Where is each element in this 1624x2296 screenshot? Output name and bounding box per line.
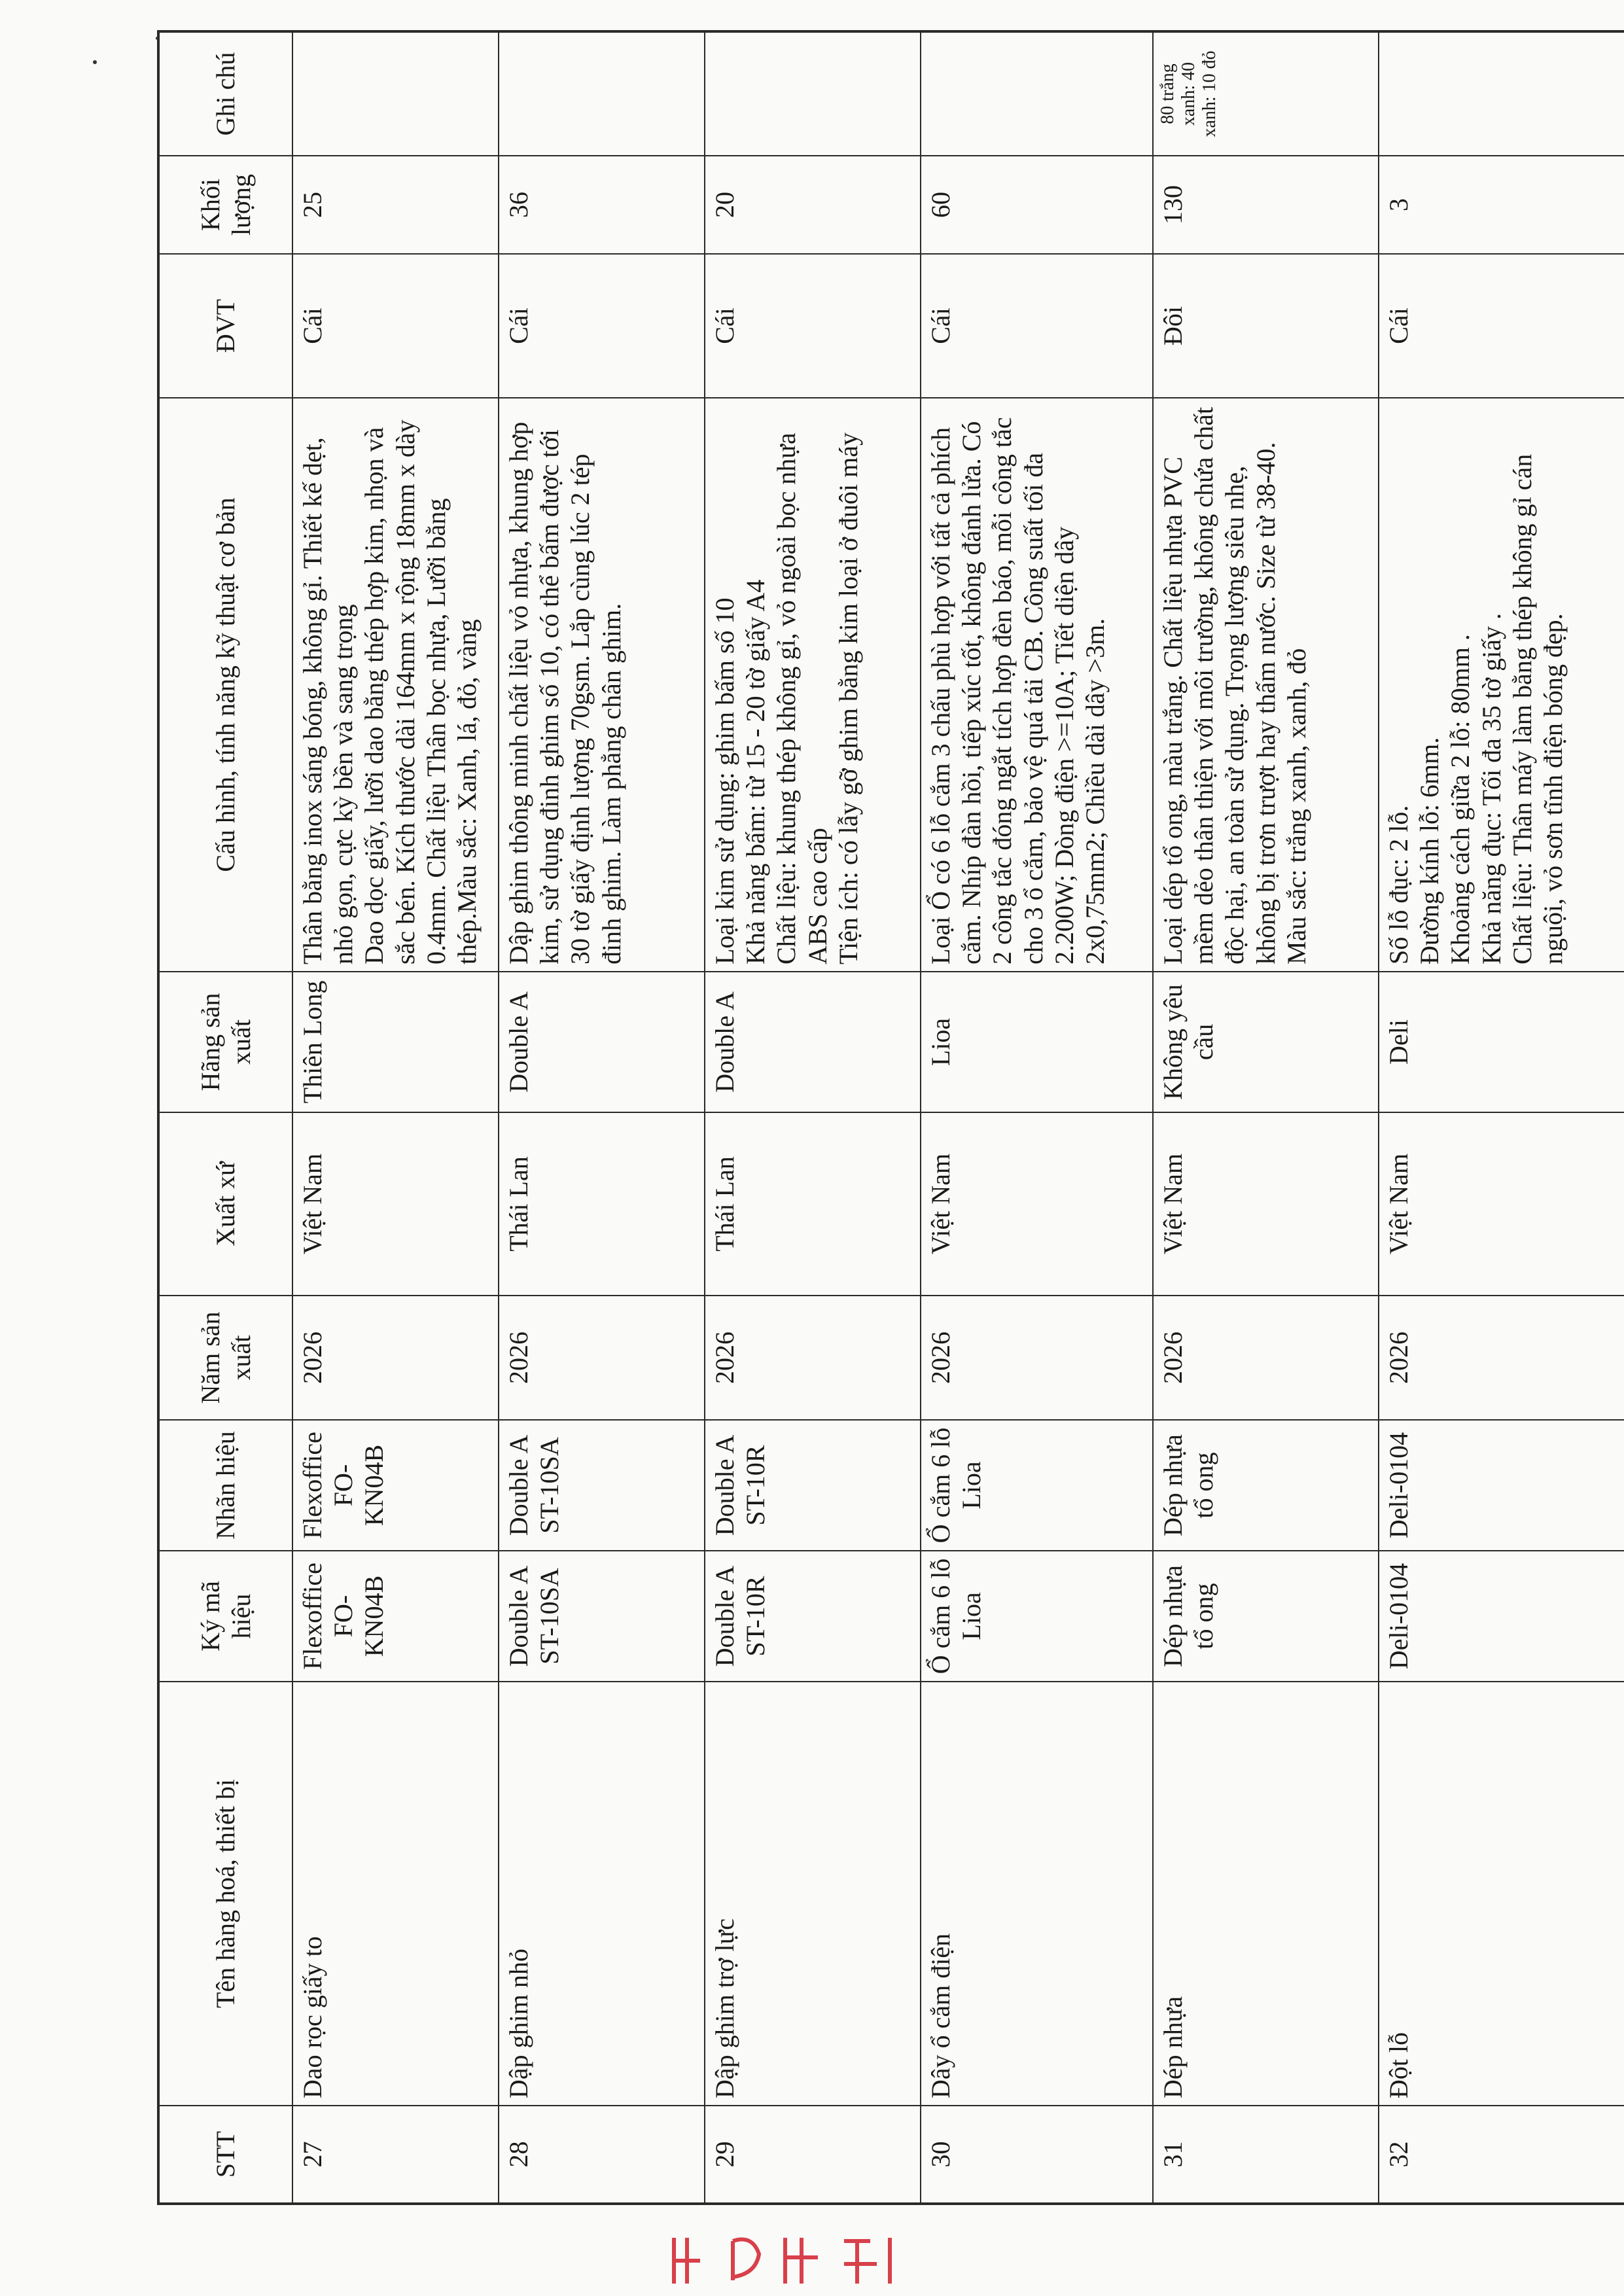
year-cell: 2026 xyxy=(1153,1296,1379,1420)
spec-line: Chất liệu: Thân máy làm bằng thép không gỉ cán nguội, vỏ sơn tĩnh điện bóng đẹp. xyxy=(1507,453,1568,964)
model-cell: Double A ST-10R xyxy=(705,1551,921,1682)
note-line: 80 trắng xyxy=(1157,63,1178,124)
brand-cell: Double A ST-10SA xyxy=(499,1420,705,1551)
table-row xyxy=(705,31,921,2204)
header-spec: Cấu hình, tính năng kỹ thuật cơ bản xyxy=(158,398,292,972)
header-row xyxy=(158,31,292,2204)
spec-cell xyxy=(499,398,705,972)
model-cell: Dép nhựa tổ ong xyxy=(1153,1551,1379,1682)
spec-line: Loại dép tổ ong, màu trắng. Chất liệu nhựa PVC mềm dẻo thân thiện với môi trường, không chứa chất độc hại, an toàn sử dụng. Trọng lượng siêu nhẹ, không bị trơn trượt hay thấm nước. Size từ 38-40. xyxy=(1158,406,1280,964)
scan-speck xyxy=(93,60,97,64)
qty-cell: 3 xyxy=(1379,156,1624,254)
note-cell xyxy=(705,31,921,156)
origin-cell: Thái Lan xyxy=(705,1112,921,1296)
year-cell: 2026 xyxy=(292,1296,499,1420)
rotated-page xyxy=(157,33,1568,2205)
origin-cell: Việt Nam xyxy=(921,1112,1153,1296)
stt-cell: 27 xyxy=(292,2106,499,2204)
note-line: xanh: 10 đỏ xyxy=(1199,50,1220,137)
spec-cell xyxy=(1379,398,1624,972)
stt-cell: 31 xyxy=(1153,2106,1379,2204)
model-cell: Flexoffice FO-KN04B xyxy=(292,1551,499,1682)
name-cell: Dao rọc giấy to xyxy=(292,1682,499,2106)
spec-line: Chất liệu: khung thép không gỉ, vỏ ngoài bọc nhựa ABS cao cấp xyxy=(771,433,832,964)
unit-cell: Cái xyxy=(499,254,705,398)
stt-cell: 28 xyxy=(499,2106,705,2204)
unit-cell: Cái xyxy=(1379,254,1624,398)
spec-line: Tiện ích: có lẫy gỡ ghim bằng kim loại ở đuôi máy xyxy=(833,433,863,964)
table-row xyxy=(921,31,1153,2204)
spec-cell xyxy=(705,398,921,972)
header-origin: Xuất xứ xyxy=(158,1112,292,1296)
maker-cell: Không yêu cầu xyxy=(1153,972,1379,1112)
name-cell: Dây ổ cắm điện xyxy=(921,1682,1153,2106)
model-cell: Double A ST-10SA xyxy=(499,1551,705,1682)
header-brand: Nhãn hiệu xyxy=(158,1420,292,1551)
spec-line: Thân bằng inox sáng bóng, không gỉ. Thiết kế dẹt, nhỏ gọn, cực kỳ bền và sang trọng xyxy=(298,437,359,964)
qty-cell: 20 xyxy=(705,156,921,254)
note-cell xyxy=(921,31,1153,156)
maker-cell: Double A xyxy=(705,972,921,1112)
name-cell: Dập ghim nhỏ xyxy=(499,1682,705,2106)
scan-speck xyxy=(156,37,159,40)
stt-cell: 32 xyxy=(1379,2106,1624,2204)
spec-line: Khả năng bấm: từ 15 - 20 tờ giấy A4 xyxy=(741,579,771,964)
year-cell: 2026 xyxy=(921,1296,1153,1420)
note-cell xyxy=(1379,31,1624,156)
brand-cell: Ổ cắm 6 lỗ Lioa xyxy=(921,1420,1153,1551)
unit-cell: Đôi xyxy=(1153,254,1379,398)
table-row xyxy=(1379,31,1624,2204)
origin-cell: Việt Nam xyxy=(1379,1112,1624,1296)
name-cell: Dập ghim trợ lực xyxy=(705,1682,921,2106)
table-body xyxy=(292,31,1624,2204)
spec-line: Đường kính lỗ: 6mm. xyxy=(1415,737,1445,964)
spec-cell xyxy=(1153,398,1379,972)
year-cell: 2026 xyxy=(705,1296,921,1420)
note-cell xyxy=(292,31,499,156)
red-stamp xyxy=(661,2231,909,2290)
header-year: Năm sản xuất xyxy=(158,1296,292,1420)
origin-cell: Việt Nam xyxy=(1153,1112,1379,1296)
spec-line: Màu sắc: trắng xanh, xanh, đỏ xyxy=(1281,648,1311,964)
brand-cell: Flexoffice FO-KN04B xyxy=(292,1420,499,1551)
spec-line: Dập ghim thông minh chất liệu vỏ nhựa, khung hợp kim, sử dụng đinh ghim số 10, có thể bấm được tới 30 tờ giấy định lượng 70gsm. Lắp cùng lúc 2 tép đinh ghim. Làm phẳng chân ghim. xyxy=(504,421,626,964)
note-cell xyxy=(499,31,705,156)
brand-cell: Dép nhựa tổ ong xyxy=(1153,1420,1379,1551)
name-cell: Dép nhựa xyxy=(1153,1682,1379,2106)
note-line: xanh: 40 xyxy=(1178,62,1199,126)
model-cell: Ổ cắm 6 lỗ Lioa xyxy=(921,1551,1153,1682)
spec-line: Loại Ổ có 6 lỗ cắm 3 chấu phù hợp với tất cả phích cắm. Nhíp đàn hồi, tiếp xúc tốt, không đánh lửa. Có 2 công tắc đóng ngắt tích hợp đèn báo, mỗi công tắc cho 3 ổ cắm, bảo vệ quá tải CB. Công suất tối đa 2.200W; Dòng điện >=10A; Tiết diện dây 2x0,75mm2; Chiều dài dây >3m. xyxy=(926,417,1110,964)
header-maker: Hãng sản xuất xyxy=(158,972,292,1112)
spec-cell xyxy=(292,398,499,972)
brand-cell: Deli-0104 xyxy=(1379,1420,1624,1551)
header-name: Tên hàng hoá, thiết bị xyxy=(158,1682,292,2106)
table-row xyxy=(292,31,499,2204)
table-row xyxy=(499,31,705,2204)
spec-line: Khoảng cách giữa 2 lỗ: 80mm . xyxy=(1445,634,1475,964)
stt-cell: 30 xyxy=(921,2106,1153,2204)
header-unit: ĐVT xyxy=(158,254,292,398)
header-note: Ghi chú xyxy=(158,31,292,156)
qty-cell: 60 xyxy=(921,156,1153,254)
spec-line: Dao dọc giấy, lưỡi dao bằng thép hợp kim, nhọn và sắc bén. Kích thước dài 164mm x rộng 18mm x dày 0.4mm. Chất liệu Thân bọc nhựa, Lưỡi bằng thép.Màu sắc: Xanh, lá, đỏ, vàng xyxy=(359,419,482,964)
header-stt: STT xyxy=(158,2106,292,2204)
origin-cell: Việt Nam xyxy=(292,1112,499,1296)
unit-cell: Cái xyxy=(705,254,921,398)
qty-cell: 25 xyxy=(292,156,499,254)
spec-line: Số lỗ đục: 2 lỗ. xyxy=(1384,805,1413,964)
maker-cell: Lioa xyxy=(921,972,1153,1112)
header-qty: Khối lượng xyxy=(158,156,292,254)
spec-line: Khả năng đục: Tối đa 35 tờ giấy . xyxy=(1476,613,1506,964)
model-cell: Deli-0104 xyxy=(1379,1551,1624,1682)
table-row xyxy=(1153,31,1379,2204)
maker-cell: Deli xyxy=(1379,972,1624,1112)
note-cell xyxy=(1153,31,1379,156)
header-model: Ký mã hiệu xyxy=(158,1551,292,1682)
maker-cell: Thiên Long xyxy=(292,972,499,1112)
name-cell: Đột lỗ xyxy=(1379,1682,1624,2106)
qty-cell: 130 xyxy=(1153,156,1379,254)
unit-cell: Cái xyxy=(292,254,499,398)
spec-cell xyxy=(921,398,1153,972)
year-cell: 2026 xyxy=(499,1296,705,1420)
unit-cell: Cái xyxy=(921,254,1153,398)
spec-line: Loại kim sử dụng: ghim bấm số 10 xyxy=(710,597,739,964)
year-cell: 2026 xyxy=(1379,1296,1624,1420)
brand-cell: Double A ST-10R xyxy=(705,1420,921,1551)
qty-cell: 36 xyxy=(499,156,705,254)
maker-cell: Double A xyxy=(499,972,705,1112)
stt-cell: 29 xyxy=(705,2106,921,2204)
origin-cell: Thái Lan xyxy=(499,1112,705,1296)
goods-table xyxy=(157,30,1624,2205)
